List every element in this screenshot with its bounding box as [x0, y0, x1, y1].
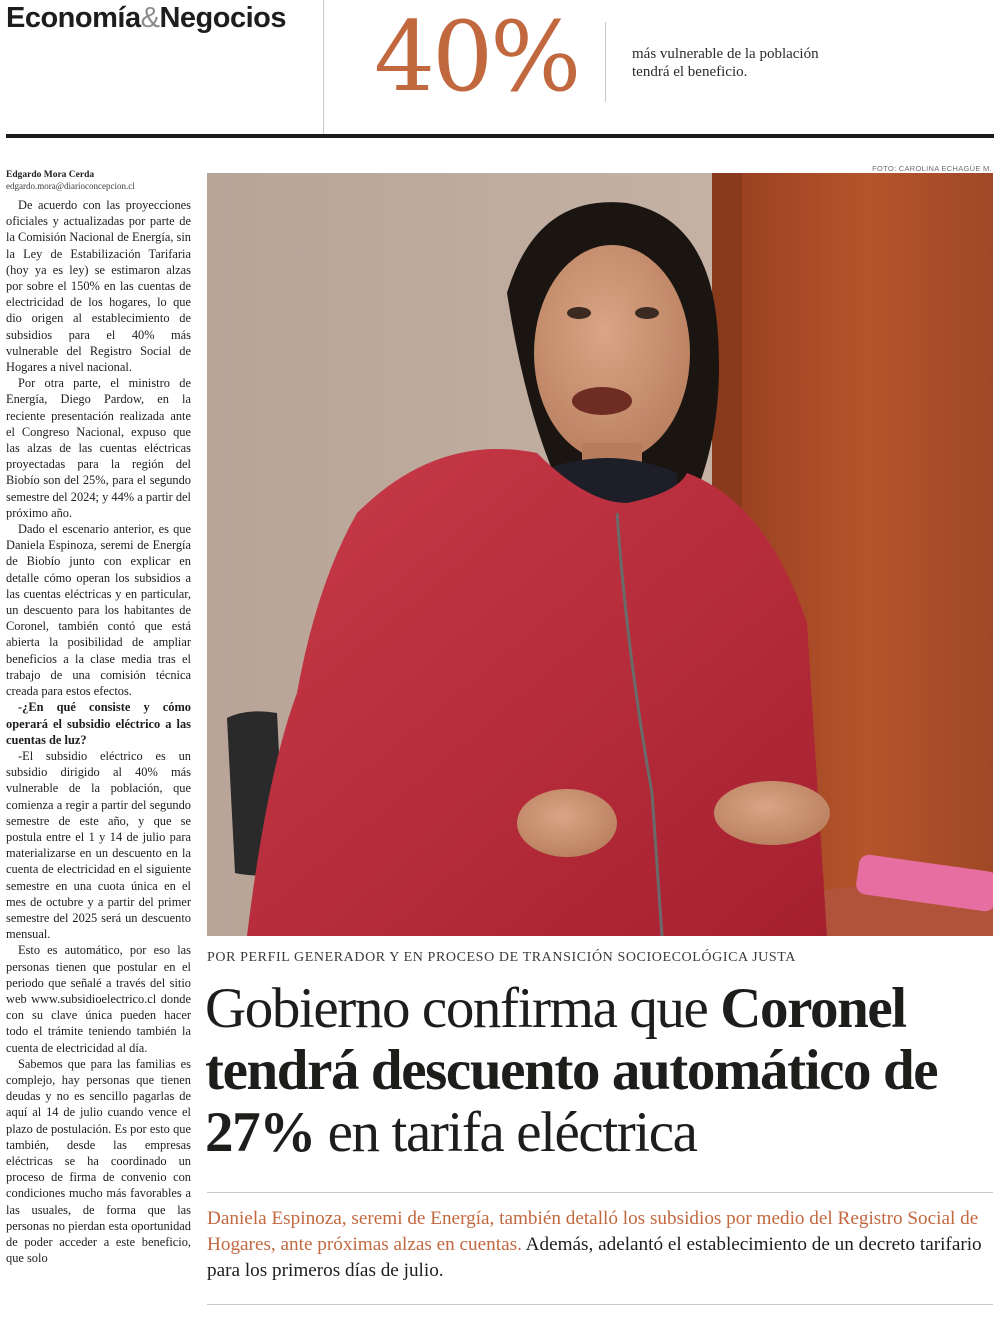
section-name-part2: Negocios — [159, 2, 286, 34]
highlight-stat-value: 40% — [374, 1, 579, 113]
body-paragraph: Esto es automático, por eso las personas tienen que postular en el periodo que señalé a través del sitio web www.subsidioelectrico.cl donde con su clave única pueden hacer todo el trámite teniendo también la cuenta de electricidad al día. — [6, 943, 191, 1055]
highlight-stat-caption — [632, 45, 852, 81]
article-photo — [207, 173, 993, 936]
body-paragraph: -El subsidio eléctrico es un subsidio dirigido al 40% más vulnerable de la población, que comienza a regir a partir del segundo semestre de este año, y que se postula entre el 1 y 14 de julio para materializarse en un descuento en la cuenta de electricidad en el siguiente semestre en una cuota única en el mes de octubre y a partir del primer semestre del 2025 será un descuento mensual. — [6, 748, 191, 942]
article-dek — [207, 1206, 995, 1284]
headline-bold: Coronel tendrá descuento automático de 27% — [205, 977, 938, 1164]
photo-credit: FOTO: CAROLINA ECHAGÜE M. — [872, 164, 992, 173]
dek-rest: Además, adelantó el establecimiento de un decreto tarifario para los primeros días de julio. — [207, 1234, 982, 1281]
section-name-part1: Economía — [6, 2, 141, 34]
stat-caption-line2: tendrá el beneficio. — [632, 64, 748, 80]
interview-question: -¿En qué consiste y cómo operará el subsidio eléctrico a las cuentas de luz? — [6, 700, 191, 747]
article-body — [6, 197, 191, 1311]
byline-email: edgardo.mora@diarioconcepcion.cl — [6, 181, 135, 191]
headline-rule — [207, 1192, 993, 1193]
body-paragraph: Sabemos que para las familias es complejo, hay personas que tienen deudas y no es sencillo pagarlas de aquí al 14 de julio cuando vence el plazo de postulación. Es por esto que también, desde las empresas eléctricas se ha coordinado un proceso de firma de convenio con condiciones mucho más favorables a las usuales, de forma que las personas no pierdan esta oportunidad de poder acceder a este beneficio, que solo — [6, 1056, 191, 1266]
body-paragraph: De acuerdo con las proyecciones oficiales y actualizadas por parte de la Comisión Nacional de Energía, sin la Ley de Estabilización Tarifaria (hoy ya es ley) se estimaron alzas por sobre el 150% en las cuentas de electricidad de los hogares, lo que dio origen al establecimiento de subsidios para el 40% más vulnerable del Registro Social de Hogares a nivel nacional. — [6, 198, 191, 375]
byline-author: Edgardo Mora Cerda — [6, 170, 95, 180]
article-kicker: POR PERFIL GENERADOR Y EN PROCESO DE TRANSICIÓN SOCIOECOLÓGICA JUSTA — [207, 950, 796, 965]
page-header — [0, 0, 1000, 140]
section-name-ampersand: & — [140, 2, 160, 34]
header-divider-right — [605, 22, 606, 102]
header-bottom-rule — [6, 134, 994, 138]
headline-regular-end: en tarifa eléctrica — [314, 1101, 697, 1164]
stat-caption-line1: más vulnerable de la población — [632, 46, 819, 62]
section-title — [6, 2, 286, 35]
body-paragraph: Dado el escenario anterior, es que Daniela Espinoza, seremi de Energía de Biobío junto con explicar en detalle cómo operan los subsidios a las cuentas eléctricas y en particular, un descuento para los habitantes de Coronel, también contó que está abierta la posibilidad de ampliar beneficios a la clase media tras el trabajo de una comisión técnica creada para estos efectos. — [6, 522, 191, 699]
dek-accent: Daniela Espinoza, seremi de Energía, también detalló los subsidios por medio del Registro Social de Hogares, ante próximas alzas en cuentas. — [207, 1208, 979, 1255]
dek-bottom-rule — [207, 1304, 993, 1305]
header-divider-left — [323, 0, 324, 134]
headline-regular-start: Gobierno confirma que — [205, 977, 721, 1040]
article-headline — [205, 978, 995, 1164]
body-paragraph: Por otra parte, el ministro de Energía, Diego Pardow, en la reciente presentación realizada ante el Congreso Nacional, expuso que las alzas de las cuentas eléctricas proyectadas para la región del Biobío son del 25%, para el segundo semestre del 2024; y 44% a partir del próximo año. — [6, 376, 191, 520]
